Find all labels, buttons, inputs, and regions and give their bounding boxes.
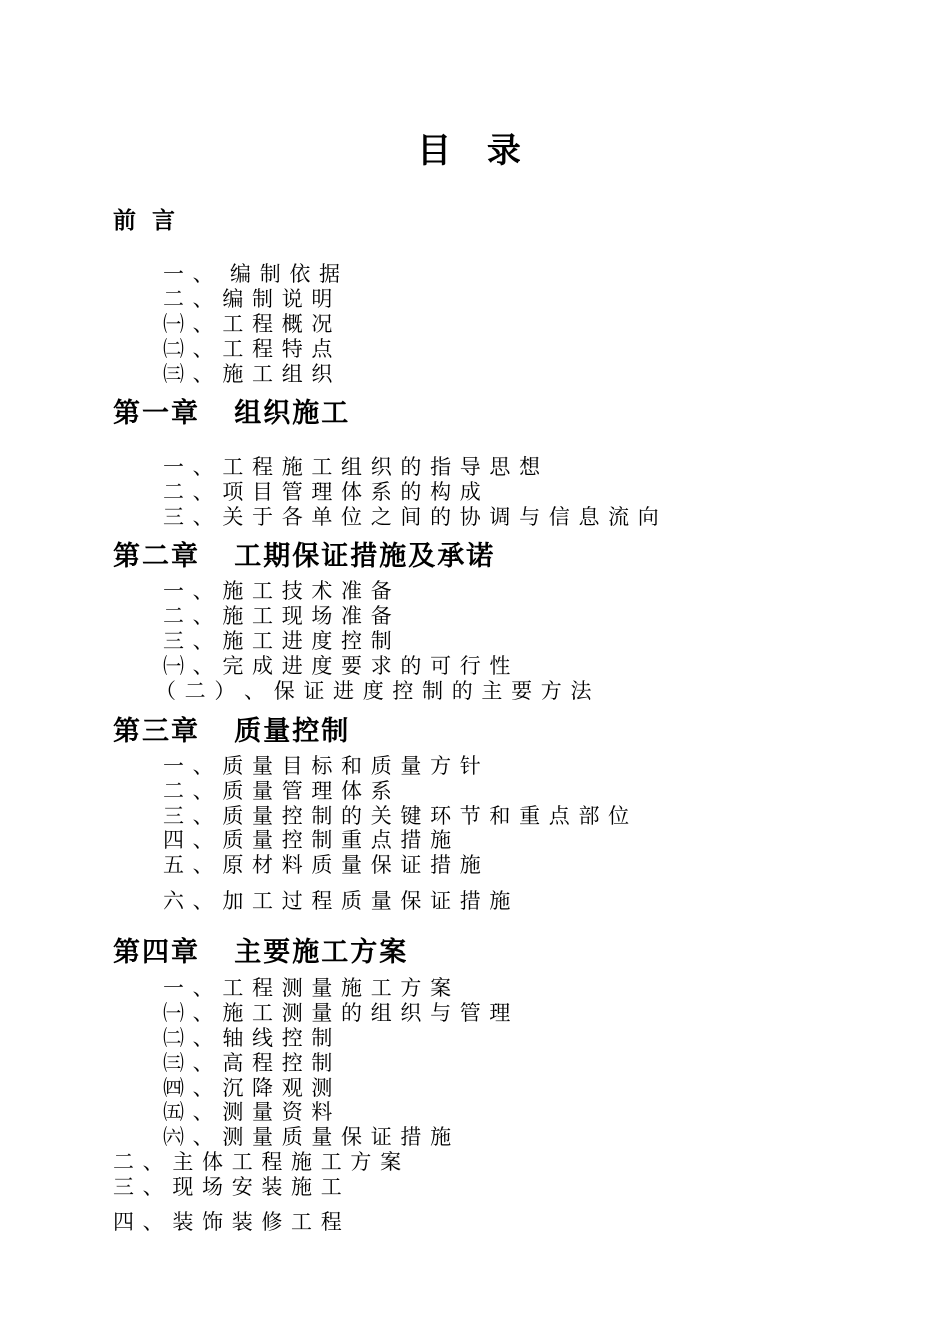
section-heading-preface: 前 言 [113,208,180,234]
toc-item: ㈡ 、 工 程 特 点 [163,337,334,361]
toc-item: 三 、 质 量 控 制 的 关 键 环 节 和 重 点 部 位 [163,804,631,828]
toc-item: 一 、 编 制 依 据 [163,262,342,286]
chapter-heading-3: 第三章 质量控制 [113,716,351,747]
toc-item: 五 、 原 材 料 质 量 保 证 措 施 [163,853,482,877]
toc-item: 二 、 项 目 管 理 体 系 的 构 成 [163,480,482,504]
toc-item: ㈠ 、 完 成 进 度 要 求 的 可 行 性 [163,654,512,678]
toc-item: 一 、 工 程 施 工 组 织 的 指 导 思 想 [163,455,542,479]
toc-item: 一 、 质 量 目 标 和 质 量 方 针 [163,754,482,778]
page-title: 目 录 [417,131,533,171]
toc-item: 三 、 现 场 安 装 施 工 [113,1175,343,1199]
toc-item: 六 、 加 工 过 程 质 量 保 证 措 施 [163,889,512,913]
toc-item: 二 、 质 量 管 理 体 系 [163,779,393,803]
toc-item: ㈥ 、 测 量 质 量 保 证 措 施 [163,1125,453,1149]
toc-item: ㈢ 、 高 程 控 制 [163,1051,334,1075]
chapter-heading-4: 第四章 主要施工方案 [113,937,409,968]
toc-item: ㈢ 、 施 工 组 织 [163,362,334,386]
toc-item: 四 、 质 量 控 制 重 点 措 施 [163,828,453,852]
toc-item: ㈠ 、 施 工 测 量 的 组 织 与 管 理 [163,1001,512,1025]
toc-item: ㈣ 、 沉 降 观 测 [163,1076,334,1100]
chapter-heading-1: 第一章 组织施工 [113,398,351,429]
toc-item: （ 二 ） 、 保 证 进 度 控 制 的 主 要 方 法 [155,679,593,703]
toc-item: 一 、 施 工 技 术 准 备 [163,579,393,603]
toc-item: ㈡ 、 轴 线 控 制 [163,1026,334,1050]
toc-item: 四 、 装 饰 装 修 工 程 [113,1210,343,1234]
toc-item: 一 、 工 程 测 量 施 工 方 案 [163,976,453,1000]
toc-item: ㈤ 、 测 量 资 料 [163,1100,334,1124]
toc-item: 二 、 施 工 现 场 准 备 [163,604,393,628]
toc-item: 三 、 施 工 进 度 控 制 [163,629,393,653]
toc-item: 三 、 关 于 各 单 位 之 间 的 协 调 与 信 息 流 向 [163,505,660,529]
toc-item: ㈠ 、 工 程 概 况 [163,312,334,336]
toc-item: 二 、 主 体 工 程 施 工 方 案 [113,1150,403,1174]
chapter-heading-2: 第二章 工期保证措施及承诺 [113,541,496,572]
toc-item: 二 、 编 制 说 明 [163,287,334,311]
